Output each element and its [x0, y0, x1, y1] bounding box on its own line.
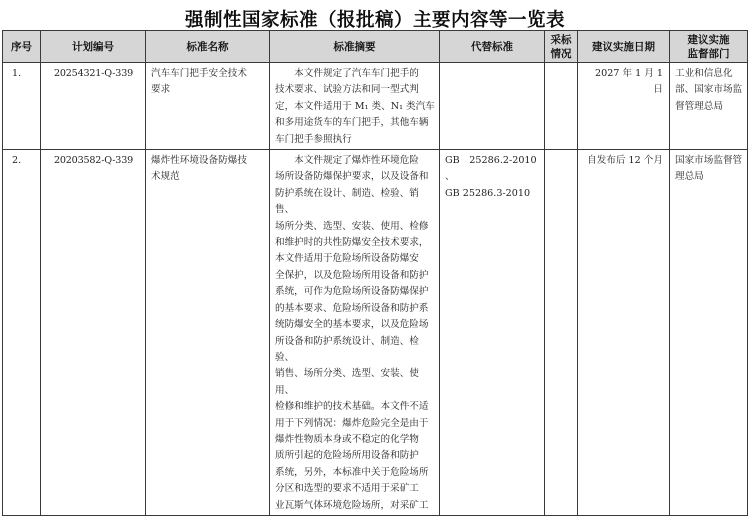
row-replaces — [440, 63, 544, 67]
row-abstract-cell — [270, 150, 440, 516]
row-abstract: 本文件规定了爆炸性环境危险 场所设备防爆保护要求，以及设备和 防护系统在设计、制造、检验、销售、 场所分类、选型、安装、使用、检修 和维护时的共性防爆安全技术要求， 本文件适用于危险场所设备防爆安 全保护，以及危险场所用设备和防护 系统，可作为危险场所设备防爆保护 的基本要求、危险场所设备和防护系 统防爆安全的基本要求，以及危险场 所设备和防护系统设计、制造、检验、 销售、场所分类、选型、安装、使用、 检修和维护的技术基础。本文件不适 用于下列情况：爆炸危险完全是由于 爆炸性物质本身或不稳定的化学物 质所引起的危险场所用设备和防护 系统，另外，本标准中关于危险场所 分区和选型的要求不适用于采矿工 业瓦斯气体环境危险场所，对采矿工 — [275, 155, 429, 511]
row-authority-cell — [670, 63, 748, 150]
row-seq-cell — [3, 150, 41, 516]
row-abstract: 本文件规定了汽车车门把手的 技术要求、试验方法和同一型式判 定，本文件适用于 M₁ 类、N₁ 类汽车 和多用途货车的车门把手，其他车辆 车门把手参照执行 — [275, 68, 435, 145]
row-seq: 2. — [12, 155, 22, 167]
row-authority: 工业和信息化 部、国家市场监 督管理总局 — [675, 68, 743, 112]
row-date-cell — [578, 150, 670, 516]
row-impl-date: 2027 年 1 月 1 日 — [594, 68, 663, 96]
row-authority-cell — [670, 150, 748, 516]
row-replaces: GB 25286.2-2010 、 GB 25286.3-2010 — [445, 155, 537, 199]
header-seq: 序号 — [3, 31, 41, 63]
row-adopt-cell — [545, 150, 578, 516]
row-seq: 1. — [12, 68, 22, 79]
row-seq-cell — [3, 63, 41, 150]
header-plan-no: 计划编号 — [41, 31, 146, 63]
row-plan-cell — [41, 150, 146, 516]
row-adopt — [545, 63, 577, 67]
row-date-cell — [578, 63, 670, 150]
header-replaces: 代替标准 — [440, 31, 545, 63]
standards-table — [2, 30, 748, 516]
table-row — [3, 150, 748, 516]
row-plan-no: 20203582-Q-339 — [53, 155, 134, 167]
header-authority: 建议实施 监督部门 — [670, 31, 748, 63]
row-std-name: 爆炸性环境设备防爆技 术规范 — [151, 155, 247, 183]
row-name-cell — [146, 63, 270, 150]
row-replaces-cell — [440, 63, 545, 150]
row-plan-cell — [41, 63, 146, 150]
row-abstract-cell — [270, 63, 440, 150]
header-adopt: 采标 情况 — [545, 31, 578, 63]
row-impl-date: 自发布后 12 个月 — [587, 155, 663, 167]
page-title: 强制性国家标准（报批稿）主要内容等一览表 — [184, 10, 565, 31]
row-authority: 国家市场监督管 理总局 — [675, 155, 743, 183]
row-std-name: 汽车车门把手安全技术 要求 — [151, 68, 247, 96]
table-row — [3, 63, 748, 150]
row-plan-no: 20254321-Q-339 — [53, 68, 134, 79]
header-row — [3, 31, 748, 63]
row-replaces-cell — [440, 150, 545, 516]
row-name-cell — [146, 150, 270, 516]
header-std-name: 标准名称 — [146, 31, 270, 63]
row-adopt-cell — [545, 63, 578, 150]
header-impl-date: 建议实施日期 — [578, 31, 670, 63]
header-abstract: 标准摘要 — [270, 31, 440, 63]
row-adopt — [545, 150, 577, 154]
